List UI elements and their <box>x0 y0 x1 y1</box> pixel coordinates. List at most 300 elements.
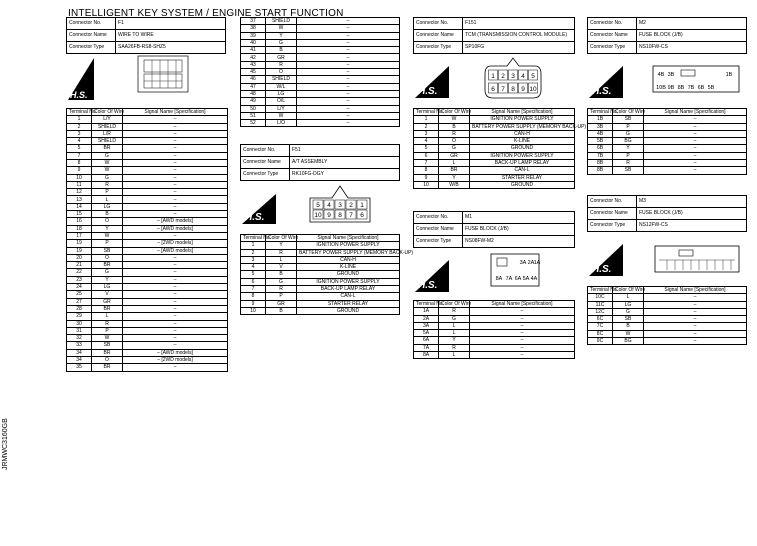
pin-label: 3 <box>511 73 515 80</box>
terminal-no-cell: 2A <box>414 315 439 322</box>
terminal-no-cell: 1A <box>414 308 439 315</box>
signal-name-cell: BACK-UP LAMP RELAY <box>470 159 575 166</box>
wire-color-cell: R <box>439 308 470 315</box>
signal-name-cell: GROUND <box>297 307 400 314</box>
wire-color-cell: SB <box>613 116 644 123</box>
hs-label: H.S. <box>592 86 612 97</box>
table-row <box>67 349 228 356</box>
table-row <box>67 269 228 276</box>
pin-label: 7 <box>349 212 353 219</box>
connector-no-value: M1 <box>463 212 575 224</box>
wire-color-cell: G <box>439 145 470 152</box>
terminal-no-cell: 45 <box>241 69 266 76</box>
pin-label: 1 <box>491 73 495 80</box>
connector-no-label: Connector No. <box>67 18 116 30</box>
wire-color-cell: SHIELD <box>266 18 297 25</box>
table-row <box>588 330 747 337</box>
connector-f51-face <box>240 178 400 230</box>
terminal-no-cell: 10 <box>414 181 439 188</box>
terminal-no-cell: 18 <box>67 225 92 232</box>
terminal-no-cell: 10 <box>241 307 266 314</box>
wire-color-cell: L/Y <box>92 116 123 123</box>
connector-name-label: Connector Name <box>241 157 290 169</box>
wire-color-cell: L <box>92 313 123 320</box>
pin-label: 2A <box>527 260 535 266</box>
terminal-no-cell: 6C <box>588 316 613 323</box>
table-row <box>67 291 228 298</box>
table-row <box>67 130 228 137</box>
signal-name-cell: – <box>123 364 228 371</box>
table-row <box>67 284 228 291</box>
signal-name-cell: – <box>297 90 400 97</box>
table-row <box>414 152 575 159</box>
signal-name-cell: – <box>123 181 228 188</box>
signal-name-cell: BACK-UP LAMP RELAY <box>297 285 400 292</box>
wire-color-header: Color Of Wire <box>92 109 123 116</box>
signal-name-cell: – <box>123 269 228 276</box>
wire-color-cell: SB <box>613 316 644 323</box>
table-row <box>588 337 747 344</box>
terminal-no-cell: 3A <box>414 322 439 329</box>
connector-name-value: FUSE BLOCK (J/B) <box>637 208 747 220</box>
terminal-no-cell: 8 <box>67 159 92 166</box>
connector-m1-info <box>413 211 575 248</box>
table-row <box>67 167 228 174</box>
signal-name-cell: – <box>123 305 228 312</box>
connector-no-label: Connector No. <box>414 212 463 224</box>
wire-color-cell: W <box>439 116 470 123</box>
terminal-no-cell: 6B <box>588 145 613 152</box>
table-row <box>588 123 747 130</box>
table-row <box>588 294 747 301</box>
signal-name-cell: – <box>297 120 400 127</box>
terminal-no-cell: 38 <box>241 25 266 32</box>
signal-name-cell: – <box>123 211 228 218</box>
connector-no-label: Connector No. <box>241 145 290 157</box>
pin-label: 10B <box>656 85 666 91</box>
terminal-no-cell: 1 <box>414 116 439 123</box>
connector-m1-face <box>413 246 575 296</box>
signal-name-cell: – <box>644 337 747 344</box>
terminal-no-cell: 39 <box>241 32 266 39</box>
signal-name-cell: – <box>123 276 228 283</box>
table-row <box>588 145 747 152</box>
wire-color-cell: L <box>439 351 470 358</box>
pin-label: 2 <box>501 73 505 80</box>
table-row <box>588 167 747 174</box>
signal-name-cell: – <box>123 159 228 166</box>
connector-f1-diagram <box>66 52 226 102</box>
signal-name-cell: – <box>644 330 747 337</box>
wire-color-cell: Y <box>439 337 470 344</box>
pin-label: 8B <box>677 85 685 91</box>
wire-color-cell: P <box>92 189 123 196</box>
terminal-no-cell: 3B <box>588 123 613 130</box>
signal-name-cell: – <box>644 308 747 315</box>
connector-type-value: NS08FW-M2 <box>463 236 575 248</box>
connector-no-label: Connector No. <box>414 18 463 30</box>
wire-color-cell: BR <box>439 167 470 174</box>
connector-name-label: Connector Name <box>588 208 637 220</box>
wire-color-cell: W <box>266 112 297 119</box>
table-row <box>67 138 228 145</box>
connector-f1-pin-table-continued <box>240 17 400 127</box>
document-code: JRMWC3160GB <box>2 418 9 470</box>
connector-m2-diagram <box>587 52 747 104</box>
pin-label: 5 <box>531 73 535 80</box>
terminal-no-cell: 7 <box>414 159 439 166</box>
table-row <box>414 116 575 123</box>
signal-name-cell: BATTERY POWER SUPPLY (MEMORY BACK-UP) <box>297 249 400 256</box>
table-row <box>588 130 747 137</box>
terminal-no-cell: 9 <box>67 167 92 174</box>
wire-color-cell: Y <box>92 225 123 232</box>
page-title: INTELLIGENT KEY SYSTEM / ENGINE START FUNCTION <box>68 8 344 19</box>
connector-no-label: Connector No. <box>588 196 637 208</box>
terminal-no-cell: 7 <box>241 285 266 292</box>
wire-color-cell: G <box>613 308 644 315</box>
wire-color-cell: B <box>266 47 297 54</box>
terminal-no-cell: 40 <box>241 39 266 46</box>
connector-m3-diagram <box>587 230 747 282</box>
connector-name-label: Connector Name <box>414 224 463 236</box>
wire-color-cell: L/Y <box>266 105 297 112</box>
signal-name-cell: – <box>123 291 228 298</box>
terminal-no-cell: 2 <box>414 123 439 130</box>
connector-f151-info <box>413 17 575 54</box>
table-row <box>67 116 228 123</box>
table-row <box>241 83 400 90</box>
table-row <box>414 308 575 315</box>
terminal-no-cell: 19 <box>67 240 92 247</box>
wire-color-header: Color Of Wire <box>613 287 644 294</box>
signal-name-header: Signal Name [Specification] <box>644 287 747 294</box>
table-row <box>241 39 400 46</box>
terminal-no-cell: 48 <box>241 90 266 97</box>
signal-name-cell: – <box>644 116 747 123</box>
wire-color-cell: O <box>92 357 123 364</box>
wire-color-cell: G <box>439 315 470 322</box>
terminal-no-cell: 3 <box>67 130 92 137</box>
signal-name-cell: – <box>297 112 400 119</box>
table-row <box>414 181 575 188</box>
terminal-no-cell: 37 <box>241 18 266 25</box>
terminal-no-cell: 3 <box>414 130 439 137</box>
terminal-no-cell: 25 <box>67 291 92 298</box>
hs-label: H.S. <box>418 280 438 291</box>
terminal-no-cell: 3 <box>241 256 266 263</box>
pin-label: 6B <box>697 85 705 91</box>
wire-color-cell: G <box>92 152 123 159</box>
table-row <box>67 357 228 364</box>
signal-name-cell: – <box>644 301 747 308</box>
table-row <box>67 159 228 166</box>
signal-name-header: Signal Name [Specification] <box>123 109 228 116</box>
connector-m2-pin-table <box>587 108 747 175</box>
connector-m3-face <box>587 230 747 282</box>
table-row <box>241 47 400 54</box>
table-row <box>414 330 575 337</box>
table-row <box>241 249 400 256</box>
terminal-no-cell: 52 <box>241 120 266 127</box>
wire-color-cell: R <box>92 320 123 327</box>
wire-color-cell: O <box>266 69 297 76</box>
table-row <box>414 167 575 174</box>
table-row <box>67 123 228 130</box>
table-row <box>414 138 575 145</box>
wire-color-cell: B <box>266 271 297 278</box>
connector-name-label: Connector Name <box>67 30 116 42</box>
wire-color-cell: Y <box>266 32 297 39</box>
terminal-no-cell: 5 <box>414 145 439 152</box>
signal-name-cell: – [2WD models] <box>123 357 228 364</box>
wire-color-cell: G <box>92 174 123 181</box>
connector-f151-pin-table <box>413 108 587 189</box>
pin-label: 4 <box>327 202 331 209</box>
wire-color-cell: W/B <box>439 181 470 188</box>
connector-no-value: M3 <box>637 196 747 208</box>
signal-name-cell: GROUND <box>470 145 575 152</box>
signal-name-cell: – <box>123 320 228 327</box>
terminal-no-cell: 9C <box>588 337 613 344</box>
wire-color-cell: SHIELD <box>266 76 297 83</box>
table-row <box>67 181 228 188</box>
signal-name-cell: IGNITION POWER SUPPLY <box>297 242 400 249</box>
wire-color-cell: O <box>439 138 470 145</box>
wire-color-cell: LG <box>613 301 644 308</box>
wire-color-cell: G <box>92 269 123 276</box>
wire-color-cell: GR <box>266 300 297 307</box>
pin-label: 8 <box>338 212 342 219</box>
connector-f151-diagram <box>413 52 575 104</box>
terminal-no-cell: 13 <box>67 196 92 203</box>
terminal-no-cell: 33 <box>67 342 92 349</box>
connector-no-value: F51 <box>290 145 400 157</box>
connector-f1-face <box>66 52 226 102</box>
terminal-no-cell: 51 <box>241 112 266 119</box>
wire-color-cell: P <box>613 152 644 159</box>
wire-color-cell: R <box>266 249 297 256</box>
wire-color-header: Color Of Wire <box>439 301 470 308</box>
table-row <box>67 298 228 305</box>
signal-name-cell: GROUND <box>297 271 400 278</box>
pin-label: 4 <box>521 73 525 80</box>
terminal-no-cell: 5 <box>241 271 266 278</box>
signal-name-cell: – <box>470 322 575 329</box>
signal-name-cell: – <box>470 308 575 315</box>
wire-color-cell: Y <box>92 276 123 283</box>
connector-type-value: RK10FG-DGY <box>290 169 400 181</box>
terminal-no-cell: 34 <box>67 357 92 364</box>
signal-name-cell: – <box>644 159 747 166</box>
signal-name-cell: STARTER RELAY <box>470 174 575 181</box>
wire-color-cell: L/O <box>266 120 297 127</box>
connector-f1-info <box>66 17 226 54</box>
table-row <box>588 323 747 330</box>
table-row <box>67 342 228 349</box>
pin-label: 5 <box>316 202 320 209</box>
terminal-no-cell: 4 <box>67 138 92 145</box>
signal-name-cell: IGNITION POWER SUPPLY <box>297 278 400 285</box>
terminal-no-cell: 31 <box>67 327 92 334</box>
table-row <box>67 211 228 218</box>
connector-type-label: Connector Type <box>241 169 290 181</box>
connector-name-value: TCM (TRANSMISSION CONTROL MODULE) <box>463 30 575 42</box>
terminal-no-cell: 43 <box>241 61 266 68</box>
terminal-no-header: Terminal No. <box>588 287 613 294</box>
signal-name-cell: – <box>123 342 228 349</box>
signal-name-cell: – <box>123 130 228 137</box>
wire-color-cell: R <box>439 344 470 351</box>
terminal-no-cell: 29 <box>67 313 92 320</box>
table-row <box>588 301 747 308</box>
signal-name-cell: – [AWD models] <box>123 225 228 232</box>
signal-name-cell: – <box>123 327 228 334</box>
wire-color-cell: R <box>439 130 470 137</box>
table-row <box>588 152 747 159</box>
wire-color-cell: B <box>92 211 123 218</box>
signal-name-cell: – <box>470 344 575 351</box>
terminal-no-cell: 8 <box>414 167 439 174</box>
signal-name-cell: – <box>470 351 575 358</box>
pin-label: 3 <box>338 202 342 209</box>
terminal-no-cell: 8A <box>414 351 439 358</box>
wire-color-cell: B <box>613 323 644 330</box>
terminal-no-cell: 11C <box>588 301 613 308</box>
wire-color-cell: W <box>92 232 123 239</box>
pin-label: 9 <box>327 212 331 219</box>
signal-name-cell: STARTER RELAY <box>297 300 400 307</box>
table-row <box>241 242 400 249</box>
table-row <box>241 307 400 314</box>
pin-label: 6 <box>491 86 495 93</box>
signal-name-cell: – <box>123 167 228 174</box>
terminal-no-cell: 5A <box>414 330 439 337</box>
connector-type-value: NS12FW-CS <box>637 220 747 232</box>
table-row <box>241 98 400 105</box>
pin-label: 6 <box>360 212 364 219</box>
table-row <box>414 159 575 166</box>
wire-color-cell: BG <box>613 337 644 344</box>
table-row <box>67 276 228 283</box>
terminal-no-cell: 4B <box>588 130 613 137</box>
terminal-no-cell: 7C <box>588 323 613 330</box>
terminal-no-cell: 8B <box>588 159 613 166</box>
signal-name-header: Signal Name [Specification] <box>470 301 575 308</box>
wire-color-cell: W <box>92 167 123 174</box>
connector-f1-pin-table <box>66 108 228 372</box>
wire-color-cell: W <box>266 25 297 32</box>
table-row <box>241 61 400 68</box>
signal-name-cell: – <box>297 18 400 25</box>
connector-m3-info <box>587 195 747 232</box>
connector-type-label: Connector Type <box>67 42 116 54</box>
table-row <box>67 240 228 247</box>
table-row <box>67 189 228 196</box>
table-row <box>588 308 747 315</box>
signal-name-cell: – <box>297 83 400 90</box>
table-row <box>414 322 575 329</box>
signal-name-cell: – <box>123 116 228 123</box>
signal-name-cell: – <box>123 189 228 196</box>
table-row <box>241 112 400 119</box>
wire-color-cell: BR <box>92 349 123 356</box>
table-row <box>67 203 228 210</box>
table-row <box>241 32 400 39</box>
wire-color-cell: L <box>439 330 470 337</box>
table-row <box>241 278 400 285</box>
wire-color-cell: B <box>266 307 297 314</box>
pin-label: 7B <box>687 85 695 91</box>
wire-color-cell: LG <box>266 90 297 97</box>
signal-name-cell: – <box>123 196 228 203</box>
wire-color-cell: SHIELD <box>92 138 123 145</box>
wire-color-cell: P <box>92 240 123 247</box>
signal-name-cell: – <box>470 337 575 344</box>
table-row <box>67 196 228 203</box>
table-row <box>67 364 228 371</box>
table-row <box>67 247 228 254</box>
wire-color-cell: Y <box>613 145 644 152</box>
terminal-no-cell: 27 <box>67 298 92 305</box>
signal-name-cell: – <box>297 54 400 61</box>
terminal-no-cell: 12C <box>588 308 613 315</box>
signal-name-cell: – <box>297 32 400 39</box>
wire-color-header: Color Of Wire <box>613 109 644 116</box>
pin-label: 3B <box>667 72 675 78</box>
terminal-no-cell: 5 <box>67 145 92 152</box>
signal-name-header: Signal Name [Specification] <box>297 235 400 242</box>
table-row <box>67 232 228 239</box>
connector-f51-info <box>240 144 400 181</box>
pin-label: 7A <box>505 276 513 282</box>
pin-label: 2 <box>349 202 353 209</box>
terminal-no-cell: 22 <box>67 269 92 276</box>
pin-label: 1 <box>360 202 364 209</box>
pin-label: 9 <box>521 86 525 93</box>
signal-name-cell: – <box>644 294 747 301</box>
wire-color-cell: GR <box>439 152 470 159</box>
terminal-no-cell: 4 <box>241 264 266 271</box>
hs-label: H.S. <box>592 264 612 275</box>
wire-color-cell: V <box>92 291 123 298</box>
signal-name-cell: – <box>644 323 747 330</box>
pin-label: 10 <box>314 212 322 219</box>
signal-name-cell: – <box>123 138 228 145</box>
wire-color-cell: W <box>92 335 123 342</box>
table-row <box>67 327 228 334</box>
wire-color-cell: SB <box>92 342 123 349</box>
wire-color-cell: O <box>92 254 123 261</box>
terminal-no-cell: 5B <box>588 138 613 145</box>
table-row <box>67 305 228 312</box>
signal-name-cell: BATTERY POWER SUPPLY (MEMORY BACK-UP) <box>470 123 575 130</box>
signal-name-cell: – <box>123 298 228 305</box>
connector-f51-diagram <box>240 178 400 230</box>
signal-name-cell: – <box>470 315 575 322</box>
wire-color-cell: BR <box>92 305 123 312</box>
table-row <box>414 145 575 152</box>
connector-no-value: F1 <box>116 18 226 30</box>
terminal-no-cell: 11 <box>67 181 92 188</box>
connector-no-label: Connector No. <box>588 18 637 30</box>
terminal-no-cell: 14 <box>67 203 92 210</box>
connector-m2-info <box>587 17 747 54</box>
terminal-no-cell: 19 <box>67 247 92 254</box>
terminal-no-cell: 23 <box>67 276 92 283</box>
table-row <box>414 174 575 181</box>
connector-name-value: WIRE TO WIRE <box>116 30 226 42</box>
